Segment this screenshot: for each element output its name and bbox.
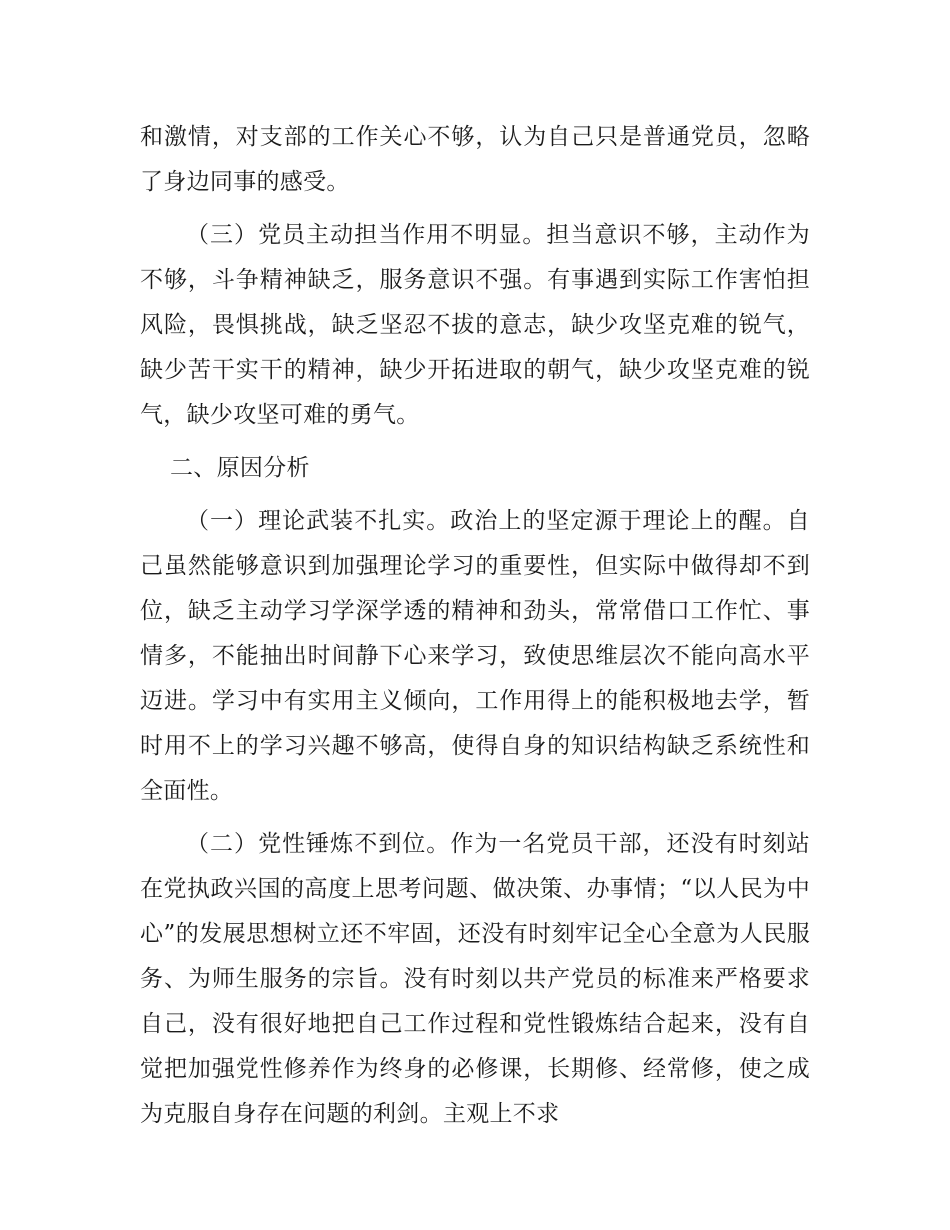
document-body bbox=[140, 115, 810, 1145]
section-heading-cause-analysis: 二、原因分析 bbox=[170, 455, 310, 481]
paragraph-theory: （一）理论武装不扎实。政治上的坚定源于理论上的醒。自己虽然能够意识到加强理论学习的重要性，但实际中做得却不到位，缺乏主动学习学深学透的精神和劲头，常常借口工作忙、事情多，不能抽出时间静下心来学习，致使思维层次不能向高水平迈进。学习中有实用主义倾向，工作用得上的能积极地去学，暂时用不上的学习兴趣不够高，使得自身的知识结构缺乏系统性和全面性。 bbox=[140, 508, 810, 804]
paragraph-party-spirit: （二）党性锤炼不到位。作为一名党员干部，还没有时刻站在党执政兴国的高度上思考问题、做决策、办事情；“以人民为中心”的发展思想树立还不牢固，还没有时刻牢记全心全意为人民服务、为师生服务的宗旨。没有时刻以共产党员的标准来严格要求自己，没有很好地把自己工作过程和党性锻炼结合起来，没有自觉把加强党性修养作为终身的必修课，长期修、经常修，使之成为克服自身存在问题的利剑。主观上不求 bbox=[140, 831, 810, 1127]
paragraph-continuation: 和激情，对支部的工作关心不够，认为自己只是普通党员，忽略了身边同事的感受。 bbox=[140, 124, 810, 195]
paragraph-section-three: （三）党员主动担当作用不明显。担当意识不够，主动作为不够，斗争精神缺乏，服务意识不强。有事遇到实际工作害怕担风险，畏惧挑战，缺乏坚忍不拔的意志，缺少攻坚克难的锐气，缺少苦干实干的精神，缺少开拓进取的朝气，缺少攻坚克难的锐气，缺少攻坚可难的勇气。 bbox=[140, 222, 810, 428]
